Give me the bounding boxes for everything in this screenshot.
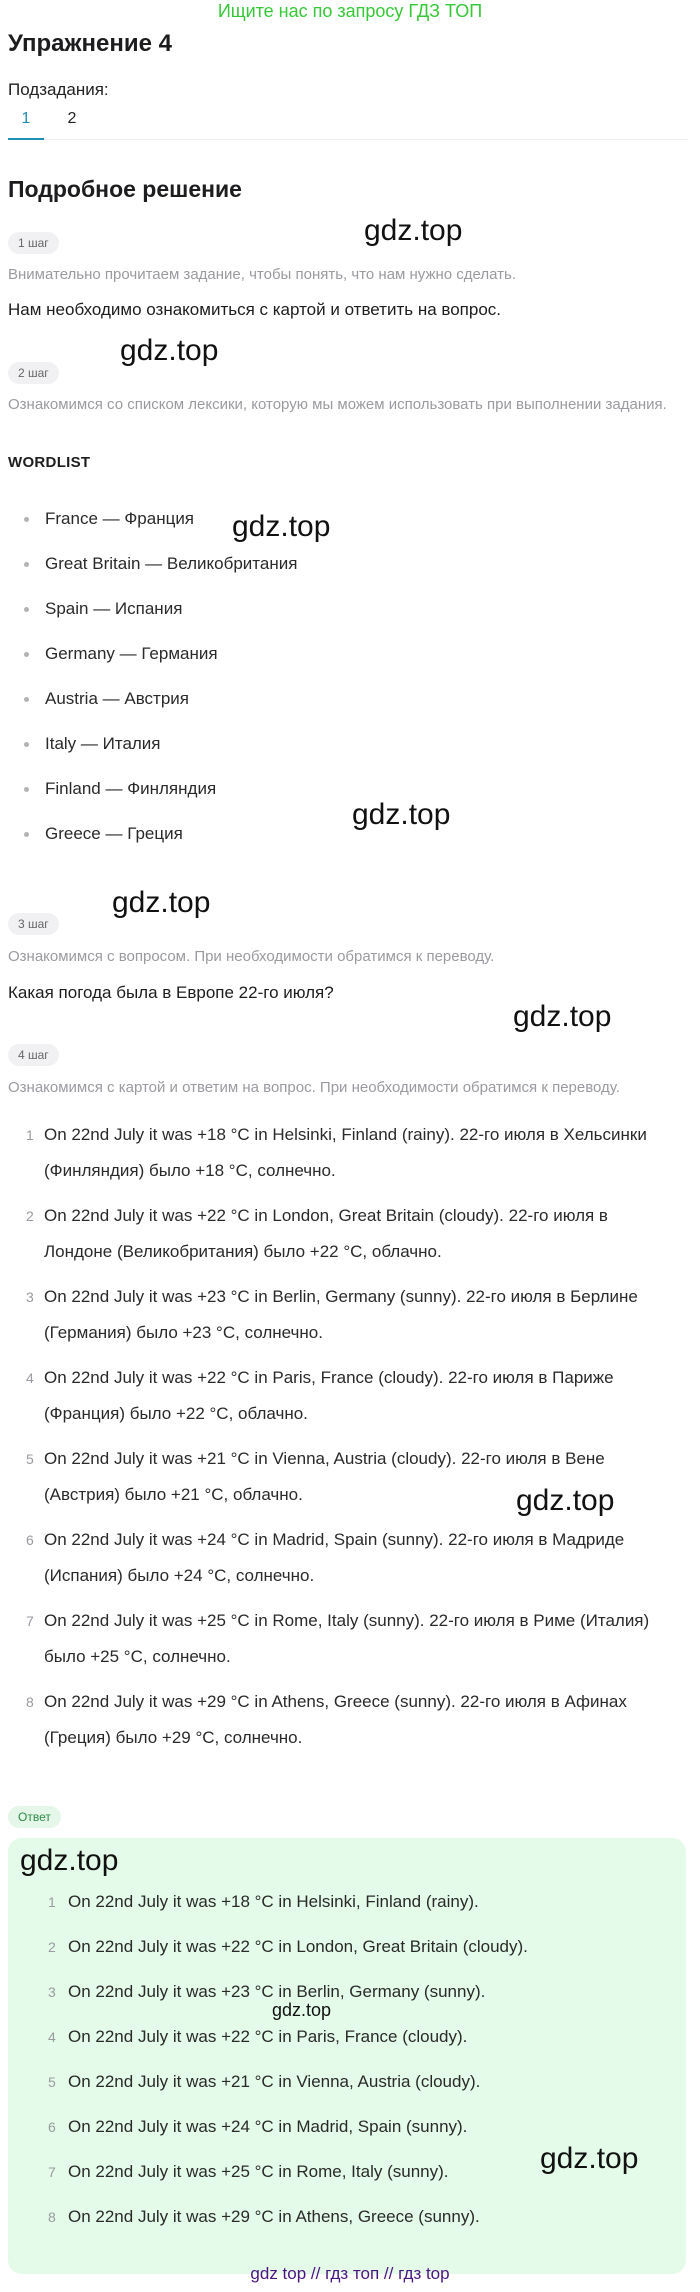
item-number: 1 bbox=[26, 1127, 34, 1143]
item-number: 8 bbox=[26, 1694, 34, 1710]
page: Ищите нас по запросу ГДЗ ТОП Упражнение 4 Подзадания: 1 2 Подробное решение 1 шаг Внимательно прочитаем задание, чтобы понять, что нам нужно сделать. Нам необходимо ознакомиться с картой и ответить на вопрос. 2 шаг Ознакомимся со списком лексики, которую мы можем использовать при выполнении задания. WORDLIST France — Франция Great Britain — Великобритания Spain — Испания Germany — Германия Austria — Австрия Italy — Италия Finland — Финляндия Greece — Греция 3 шаг Ознакомимся с вопросом. При необходимости обратимся к переводу. Какая погода была в Европе 22-го июля? 4 шаг Ознакомимся с картой и ответим на вопрос. При необходимости обратимся к переводу. 1 On 22nd July it was +18 °C in Helsinki, Finland (rainy). 22-го июля в Хельсинки (Финляндия) было +18 °C, солнечно. 2 On 22nd July it was +22 °C in London, Great Britain (cloudy). 22-го июля в Лондоне (Великобритания) было +22 °C, облачно. 3 On 22nd July it was +23 °C in Berlin, Germany (sunny). 22-го июля в Берлине (Германия) было +23 °C, солнечно. 4 On 22nd July it was +22 °C in Paris, France (cloudy). 22-го июля в Париже (Франция) было +22 °C, облачно. 5 On 22nd July it was +21 °C in Vienna, Austria (cloudy). 22-го июля в Вене (Австрия) было +21 °C, облачно. 6 On 22nd July it was +24 °C in Madrid, Spain (sunny). 22-го июля в Мадриде (Испания) было +24 °C, солнечно. 7 On 22nd July it was +25 °C in Rome, Italy (sunny). 22-го июля в Риме (Италия) было +25 °C, солнечно. 8 On 22nd July it was +29 °C in Athens, Greece (sunny). 22-го июля в Афинах (Греция) было +29 °C, солнечно. Ответ 1 On 22nd July it was +18 °C in Helsinki, Finland (rainy). 2 On 22nd July it was +22 °C in London, Great Britain (cloudy). 3 On 22nd July it was +23 °C in Berlin, Germany (sunny). 4 On 22nd July it was +22 °C in Paris, France (cloudy). 5 On 22nd July it was +21 °C in Vienna, Austria (cloudy). 6 On 22nd July it was +24 °C in Madrid, Spain (sunny). 7 On 22nd July it was +25 °C in Rome, Italy (sunny). 8 On 22nd July it was +29 °C in Athens, Greece (sunny). gdz.top gdz.top gdz.top gdz.top gdz.top gdz.top gdz.top gdz.top gdz.top gdz.top gdz top // гдз топ // гдз top bbox=[0, 0, 700, 2292]
list-item: 5 On 22nd July it was +21 °C in Vienna, Austria (cloudy). 22-го июля в Вене (Австрия) было +21 °C, облачно. bbox=[26, 1441, 681, 1521]
list-item: Finland — Финляндия bbox=[24, 777, 216, 801]
bullet-icon bbox=[24, 652, 29, 657]
watermark: gdz.top bbox=[232, 510, 331, 543]
item-number: 5 bbox=[26, 1451, 34, 1467]
step-badge-1: 1 шаг bbox=[8, 232, 59, 254]
watermark: gdz.top bbox=[540, 2142, 639, 2175]
bullet-icon bbox=[24, 517, 29, 522]
bullet-icon bbox=[24, 697, 29, 702]
search-banner[interactable]: Ищите нас по запросу ГДЗ ТОП bbox=[217, 1, 483, 21]
solution-title: Подробное решение bbox=[8, 176, 242, 202]
bullet-icon bbox=[24, 787, 29, 792]
step-badge-2: 2 шаг bbox=[8, 362, 59, 384]
tab-subtask-1[interactable]: 1 bbox=[21, 110, 31, 127]
list-item: Italy — Италия bbox=[24, 732, 161, 756]
list-item: 7 On 22nd July it was +25 °C in Rome, Italy (sunny). 22-го июля в Риме (Италия) было +25 °C, солнечно. bbox=[26, 1603, 681, 1683]
watermark: gdz.top bbox=[364, 214, 463, 247]
step-1-text: Нам необходимо ознакомиться с картой и ответить на вопрос. bbox=[8, 300, 502, 319]
bullet-icon bbox=[24, 832, 29, 837]
item-number: 6 bbox=[26, 1532, 34, 1548]
item-number: 2 bbox=[26, 1208, 34, 1224]
answer-badge: Ответ bbox=[8, 1806, 61, 1828]
wordlist-heading: WORDLIST bbox=[8, 454, 91, 471]
list-item: France — Франция bbox=[24, 507, 194, 531]
watermark: gdz.top bbox=[352, 798, 451, 831]
watermark: gdz.top bbox=[513, 1000, 612, 1033]
item-number: 7 bbox=[26, 1613, 34, 1629]
bullet-icon bbox=[24, 562, 29, 567]
step-badge-3: 3 шаг bbox=[8, 913, 59, 935]
tabs-divider bbox=[8, 139, 688, 140]
subtasks-label: Подзадания: bbox=[8, 80, 109, 99]
step-3-hint: Ознакомимся с вопросом. При необходимости обратимся к переводу. bbox=[8, 948, 495, 965]
list-item: 3 On 22nd July it was +23 °C in Berlin, Germany (sunny). 22-го июля в Берлине (Германия) было +23 °C, солнечно. bbox=[26, 1279, 681, 1359]
list-item: 1 On 22nd July it was +18 °C in Helsinki, Finland (rainy). 22-го июля в Хельсинки (Финляндия) было +18 °C, солнечно. bbox=[26, 1117, 681, 1197]
list-item: 2 On 22nd July it was +22 °C in London, Great Britain (cloudy). 22-го июля в Лондоне (Великобритания) было +22 °C, облачно. bbox=[26, 1198, 681, 1278]
watermark: gdz.top bbox=[112, 886, 211, 919]
step-4-hint: Ознакомимся с картой и ответим на вопрос. При необходимости обратимся к переводу. bbox=[8, 1079, 620, 1096]
list-item: 6 On 22nd July it was +24 °C in Madrid, Spain (sunny). 22-го июля в Мадриде (Испания) было +24 °C, солнечно. bbox=[26, 1522, 681, 1602]
list-item: 8 On 22nd July it was +29 °C in Athens, Greece (sunny). 22-го июля в Афинах (Греция) было +29 °C, солнечно. bbox=[26, 1684, 681, 1764]
watermark: gdz.top bbox=[516, 1484, 615, 1517]
list-item: 4 On 22nd July it was +22 °C in Paris, France (cloudy). 22-го июля в Париже (Франция) было +22 °C, облачно. bbox=[26, 1360, 681, 1440]
page-title: Упражнение 4 bbox=[8, 30, 172, 57]
bullet-icon bbox=[24, 742, 29, 747]
step-badge-4: 4 шаг bbox=[8, 1044, 59, 1066]
step-2-hint: Ознакомимся со списком лексики, которую мы можем использовать при выполнении задания. bbox=[8, 396, 667, 413]
list-item: Austria — Австрия bbox=[24, 687, 189, 711]
item-number: 3 bbox=[26, 1289, 34, 1305]
step-1-hint: Внимательно прочитаем задание, чтобы понять, что нам нужно сделать. bbox=[8, 266, 517, 283]
list-item: Great Britain — Великобритания bbox=[24, 552, 297, 576]
bullet-icon bbox=[24, 607, 29, 612]
list-item: Greece — Греция bbox=[24, 822, 183, 846]
watermark: gdz.top bbox=[20, 1844, 119, 1877]
list-item: Spain — Испания bbox=[24, 597, 182, 621]
list-item: Germany — Германия bbox=[24, 642, 218, 666]
step-3-text: Какая погода была в Европе 22-го июля? bbox=[8, 983, 334, 1002]
active-tab-indicator bbox=[8, 138, 44, 140]
watermark: gdz.top bbox=[120, 334, 219, 367]
watermark: gdz.top bbox=[272, 2000, 332, 2020]
item-number: 4 bbox=[26, 1370, 34, 1386]
footer-links[interactable]: gdz top // гдз топ // гдз top bbox=[250, 2264, 450, 2283]
tab-subtask-2[interactable]: 2 bbox=[67, 110, 77, 127]
